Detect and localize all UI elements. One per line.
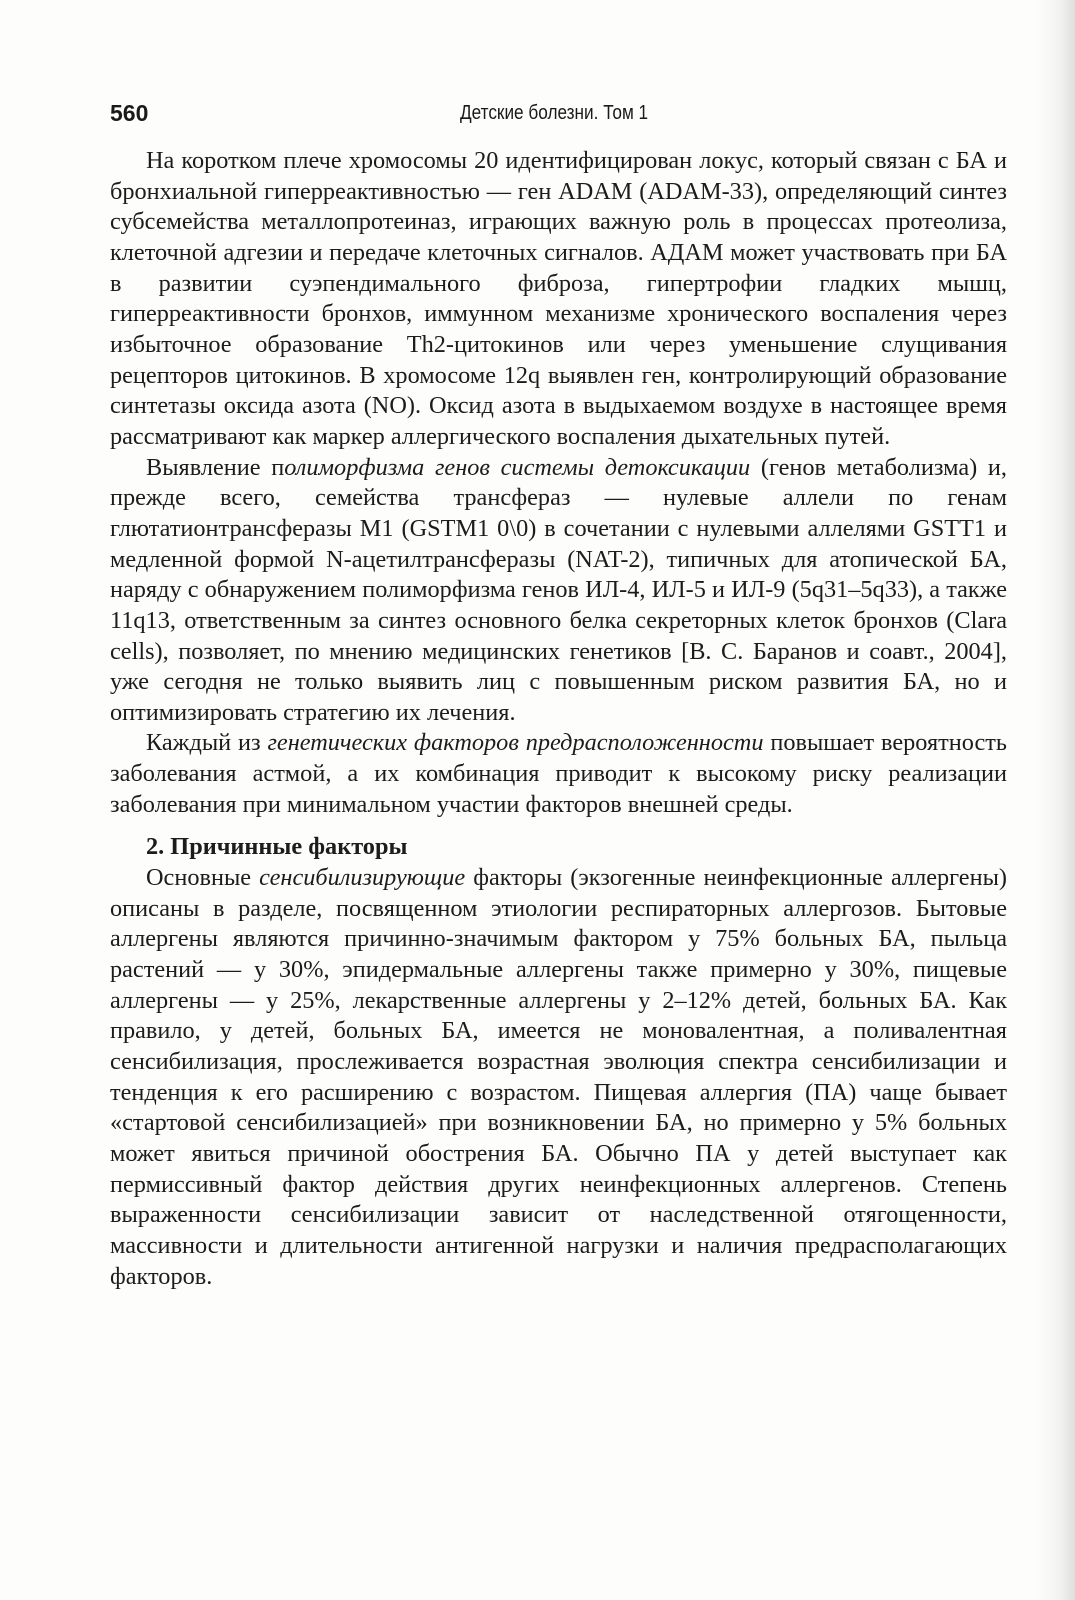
paragraph-predisposition: [110, 728, 1007, 820]
italic-term: сенсибилизирующие: [259, 864, 466, 892]
running-head: [110, 98, 1000, 138]
paragraph-adam: На коротком плече хромосомы 20 идентифицирован локус, который связан с БА и бронхиальной гиперреактивностью — ген ADAM (ADAM-33), определяющий синтез субсемейства металлопротеиназ, играющих важную роль в процессах протеолиза, клеточной адгезии и передаче клеточных сигналов. АДАМ может участвовать при БА в развитии суэпендимального фиброза, гипертрофии гладких мышц, гиперреактивности бронхов, иммунном механизме хронического воспаления через избыточное образование Th2-цитокинов или через уменьшение слущивания рецепторов цитокинов. В хромосоме 12q выявлен ген, контролирующий образование синтетазы оксида азота (NO). Оксид азота в выдыхаемом воздухе в настоящее время рассматривают как маркер аллергического воспаления дыхательных путей.: [110, 147, 1007, 450]
running-title: Детские болезни. Том 1: [460, 102, 649, 124]
paragraph-sensitizing-factors: [110, 863, 1007, 1292]
paragraph-lead: Основные: [146, 864, 260, 892]
page-number: 560: [110, 100, 149, 126]
paragraph-lead: Выявление п: [146, 453, 285, 481]
body-text: [110, 146, 1007, 1292]
paragraph-rest: повышает вероятность заболевания астмой, а их комбинация приводит к высокому риску реализации заболевания при минимальном участии факторов внешней среды.: [110, 729, 1007, 818]
paragraph-rest: факторы (экзогенные неинфекционные аллергены) описаны в разделе, посвященном этиологии респираторных аллергозов. Бытовые аллергены являются причинно-значимым фактором у 75% больных БА, пыльца растений — у 30%, эпидермальные аллергены также примерно у 30%, пищевые аллергены — у 25%, лекарственные аллергены у 2–12% детей, больных БА. Как правило, у детей, больных БА, имеется не моновалентная, а поливалентная сенсибилизация, прослеживается возрастная эволюция спектра сенсибилизации и тенденция к его расширению с возрастом. Пищевая аллергия (ПА) чаще бывает «стартовой сенсибилизацией» при возникновении БА, но примерно у 5% больных может явиться причиной обострения БА. Обычно ПА у детей выступает как пермиссивный фактор действия других неинфекционных аллергенов. Степень выраженности сенсибилизации зависит от наследственной отягощенности, массивности и длительности антигенной нагрузки и наличия предрасполагающих факторов.: [110, 864, 1008, 1290]
italic-term: генетических факторов предрасположенности: [267, 729, 764, 757]
page-edge-shadow: [1035, 0, 1075, 1600]
paragraph-rest: (генов метаболизма) и, прежде всего, семейства трансфераз — нулевые аллели по генам глютатионтрансферазы M1 (GSTM1 0\0) в сочетании с нулевыми аллелями GSTT1 и медленной формой N-ацетилтрансферазы (NAT-2), типичных для атопической БА, наряду с обнаружением полиморфизма генов ИЛ-4, ИЛ-5 и ИЛ-9 (5q31–5q33), а также 11q13, ответственным за синтез основного белка секреторных клеток бронхов (Clara cells), позволяет, по мнению медицинских генетиков [В. С. Баранов и соавт., 2004], уже сегодня не только выявить лиц с повышенным риском развития БА, но и оптимизировать стратегию их лечения.: [110, 453, 1007, 726]
section-heading: 2. Причинные факторы: [146, 833, 408, 861]
italic-term: олиморфизма генов системы детоксикации: [284, 453, 751, 481]
paragraph-lead: Каждый из: [146, 729, 268, 757]
paragraph-detox-polymorphism: [110, 453, 1007, 729]
